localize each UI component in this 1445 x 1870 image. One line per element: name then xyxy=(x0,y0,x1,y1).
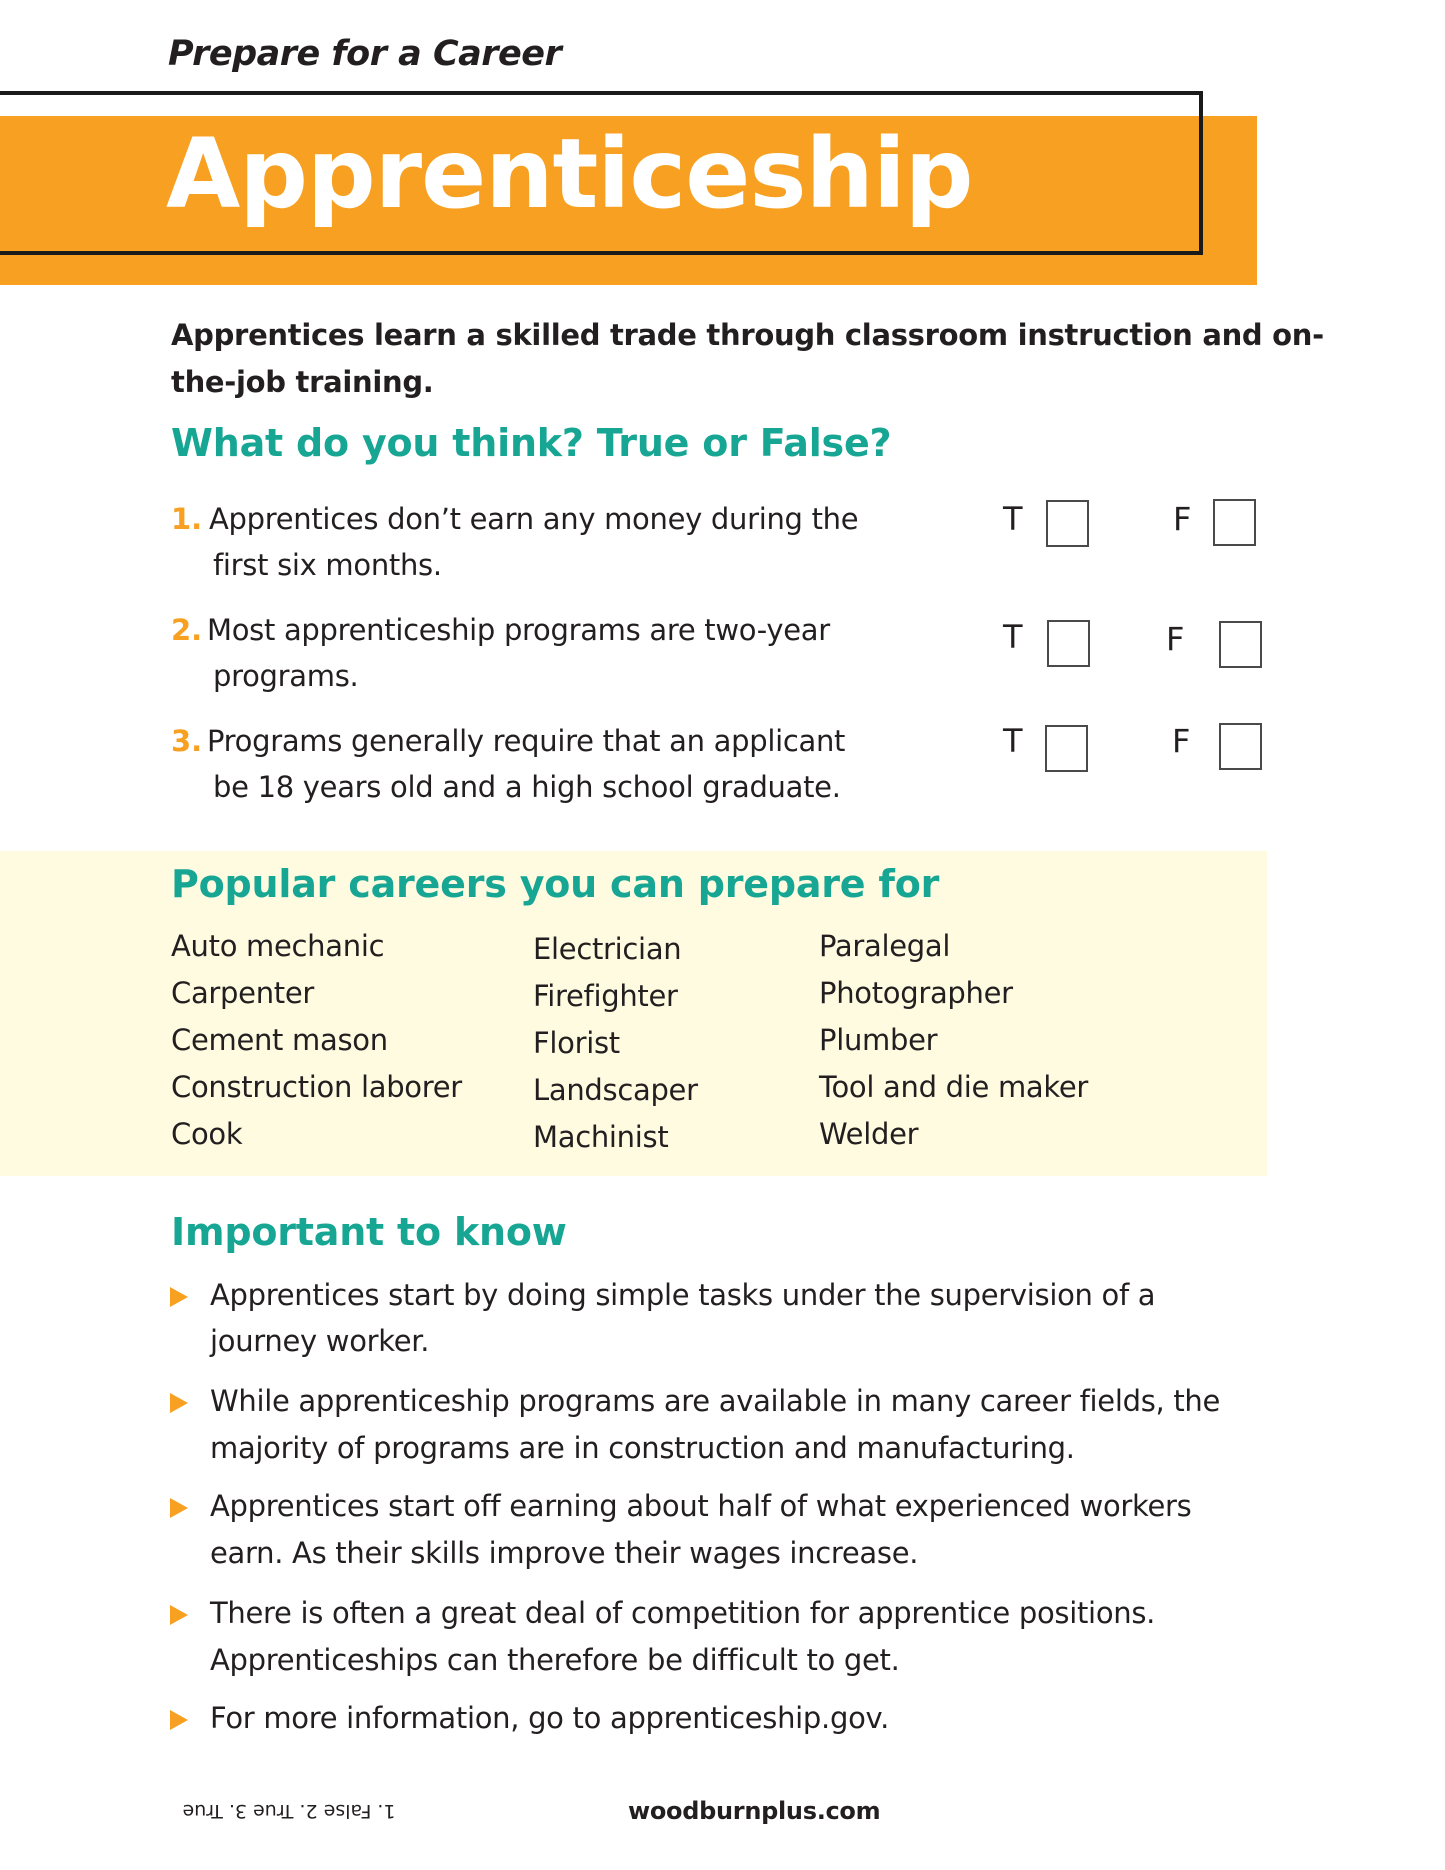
true-label: T xyxy=(1003,618,1023,656)
bullet-text: There is often a great deal of competition for apprentice positions. xyxy=(210,1596,1156,1630)
career-item: Electrician xyxy=(533,932,682,966)
bullet-text: While apprenticeship programs are available in many career fields, the xyxy=(210,1384,1221,1418)
triangle-bullet-icon xyxy=(170,1710,188,1730)
bullet-text: majority of programs are in construction and manufacturing. xyxy=(210,1431,1075,1465)
intro-paragraph xyxy=(171,312,1324,406)
career-item: Landscaper xyxy=(533,1073,698,1107)
true-checkbox[interactable] xyxy=(1047,620,1090,667)
page-title: Apprenticeship xyxy=(166,118,973,230)
false-checkbox[interactable] xyxy=(1219,723,1262,770)
quiz-heading: What do you think? True or False? xyxy=(171,421,892,465)
question-text: programs. xyxy=(213,659,359,693)
true-checkbox[interactable] xyxy=(1045,725,1088,772)
question-text: be 18 years old and a high school graduate. xyxy=(213,770,841,804)
section-kicker: Prepare for a Career xyxy=(168,34,562,74)
true-label: T xyxy=(1003,500,1023,538)
career-item: Plumber xyxy=(819,1023,938,1057)
false-label: F xyxy=(1173,500,1192,538)
careers-heading: Popular careers you can prepare for xyxy=(171,862,940,906)
intro-line: the-job training. xyxy=(171,365,434,399)
triangle-bullet-icon xyxy=(170,1605,188,1625)
question-text: Programs generally require that an applicant xyxy=(207,724,846,758)
bullet-text: For more information, go to apprenticeship.gov. xyxy=(210,1701,890,1735)
question-text: Most apprenticeship programs are two-year xyxy=(207,613,830,647)
career-item: Cement mason xyxy=(171,1023,388,1057)
false-checkbox[interactable] xyxy=(1213,499,1256,546)
career-item: Auto mechanic xyxy=(171,929,385,963)
career-item: Florist xyxy=(533,1026,620,1060)
true-checkbox[interactable] xyxy=(1046,500,1089,547)
important-heading: Important to know xyxy=(171,1210,567,1254)
career-item: Welder xyxy=(819,1117,919,1151)
bullet-text: Apprentices start off earning about half of what experienced workers xyxy=(210,1489,1192,1523)
career-item: Carpenter xyxy=(171,976,315,1010)
career-item: Firefighter xyxy=(533,979,678,1013)
bullet-text: Apprenticeships can therefore be difficult to get. xyxy=(210,1643,900,1677)
question-number: 1. xyxy=(171,502,203,536)
question-number: 2. xyxy=(171,613,203,647)
false-label: F xyxy=(1166,620,1185,658)
website-link[interactable]: woodburnplus.com xyxy=(628,1797,881,1825)
career-item: Tool and die maker xyxy=(819,1070,1088,1104)
triangle-bullet-icon xyxy=(170,1393,188,1413)
false-label: F xyxy=(1172,722,1191,760)
career-item: Construction laborer xyxy=(171,1070,462,1104)
question-number: 3. xyxy=(171,724,203,758)
career-item: Cook xyxy=(171,1117,243,1151)
bullet-text: Apprentices start by doing simple tasks under the supervision of a xyxy=(210,1278,1156,1312)
career-item: Photographer xyxy=(819,976,1013,1010)
false-checkbox[interactable] xyxy=(1219,621,1262,668)
triangle-bullet-icon xyxy=(170,1287,188,1307)
career-item: Machinist xyxy=(533,1120,669,1154)
true-label: T xyxy=(1003,722,1023,760)
triangle-bullet-icon xyxy=(170,1498,188,1518)
intro-line: Apprentices learn a skilled trade through classroom instruction and on- xyxy=(171,318,1324,352)
question-text: Apprentices don’t earn any money during the xyxy=(209,502,859,536)
bullet-text: journey worker. xyxy=(210,1324,430,1358)
question-text: first six months. xyxy=(213,548,442,582)
upside-down-answer-key: 1. False 2. True 3. True xyxy=(182,1800,396,1822)
career-item: Paralegal xyxy=(819,929,951,963)
bullet-text: earn. As their skills improve their wages increase. xyxy=(210,1536,919,1570)
